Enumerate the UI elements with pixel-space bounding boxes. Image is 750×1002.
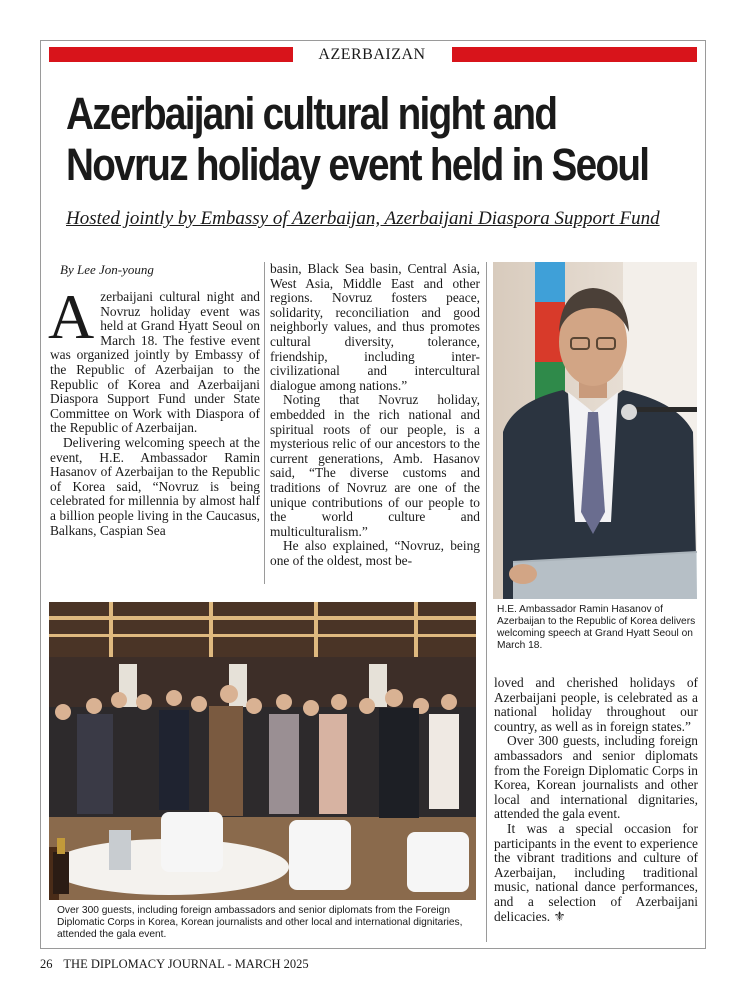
headline: [66, 88, 649, 190]
drop-cap: A: [48, 281, 95, 352]
page-number: 26: [40, 957, 53, 971]
gala-crowd-photo: [49, 602, 476, 900]
paragraph: basin, Black Sea basin, Central Asia, West Asia, Middle East and other regions. Novruz fosters peace, solidarity, reconciliation and good neighborly values, and thus promotes cultural diversity, tolerance, friendship, including inter-civilizational and intercultural dialogue among nations.”: [270, 261, 480, 393]
ambassador-photo-image: [493, 262, 697, 599]
article-column-3: [494, 676, 698, 924]
section-bar-left: [49, 47, 293, 62]
byline: By Lee Jon-young: [60, 262, 154, 277]
column-rule: [486, 262, 487, 942]
ambassador-photo: [493, 262, 697, 599]
headline-line-1: Azerbaijani cultural night and: [66, 88, 557, 139]
publication-name: THE DIPLOMACY JOURNAL - MARCH 2025: [63, 957, 309, 971]
subheadline: Hosted jointly by Embassy of Azerbaijan, Azerbaijani Diaspora Support Fund: [66, 208, 660, 229]
paragraph: [48, 281, 260, 436]
ambassador-photo-caption: H.E. Ambassador Ramin Hasanov of Azerbaijan to the Republic of Korea delivers welcoming speech at Grand Hyatt Seoul on March 18.: [497, 604, 696, 651]
gala-crowd-photo-image: [49, 602, 476, 900]
paragraph-text: zerbaijani cultural night and Novruz holiday event was held at Grand Hyatt Seoul on March 18. The festive event was organized jointly by Embassy of the Republic of Azerbaijan to the Republic of Korea and Azerbaijani Diaspora Support Fund under State Committee on Work with Diaspora of the Republic of Azerbaijan.: [50, 289, 260, 436]
page-footer: [40, 957, 317, 972]
article-column-1: [48, 281, 260, 538]
headline-line-2: Novruz holiday event held in Seoul: [66, 139, 649, 190]
paragraph: Over 300 guests, including foreign ambassadors and senior diplomats from the Foreign Diplomatic Corps in Korea, Korean journalists and other local and international dignitaries, attended the gala event.: [494, 733, 698, 822]
section-label: AZERBAIZAN: [318, 46, 426, 63]
article-column-2: [270, 262, 480, 568]
paragraph: He also explained, “Novruz, being one of the oldest, most be-: [270, 538, 480, 568]
paragraph: loved and cherished holidays of Azerbaijani people, is celebrated as a national holiday throughout our country, as well as in foreign states.”: [494, 675, 698, 734]
section-bar-right: [452, 47, 697, 62]
paragraph: Delivering welcoming speech at the event, H.E. Ambassador Ramin Hasanov of Azerbaijan to the Republic of Korea said, “Novruz is being celebrated for millennia by almost half a billion people living in the Caucasus, Balkans, Caspian Sea: [50, 434, 260, 538]
gala-crowd-photo-caption: Over 300 guests, including foreign ambassadors and senior diplomats from the Foreign Diplomatic Corps in Korea, Korean journalists and other local and international dignitaries, attended the gala event.: [57, 905, 463, 940]
paragraph: It was a special occasion for participants in the event to experience the vibrant traditions and culture of Azerbaijan, including traditional music, national dance performances, and a selection of Azerbaijani delicacies. ⚜: [494, 820, 698, 924]
column-rule: [264, 262, 265, 584]
paragraph: Noting that Novruz holiday, embedded in the rich national and spiritual roots of our people, is a mysterious relic of our ancestors to the current generations, Amb. Hasanov said, “The diverse customs and traditions of Novruz are one of the unique contributions of our people to the world culture and multiculturalism.”: [270, 392, 480, 539]
